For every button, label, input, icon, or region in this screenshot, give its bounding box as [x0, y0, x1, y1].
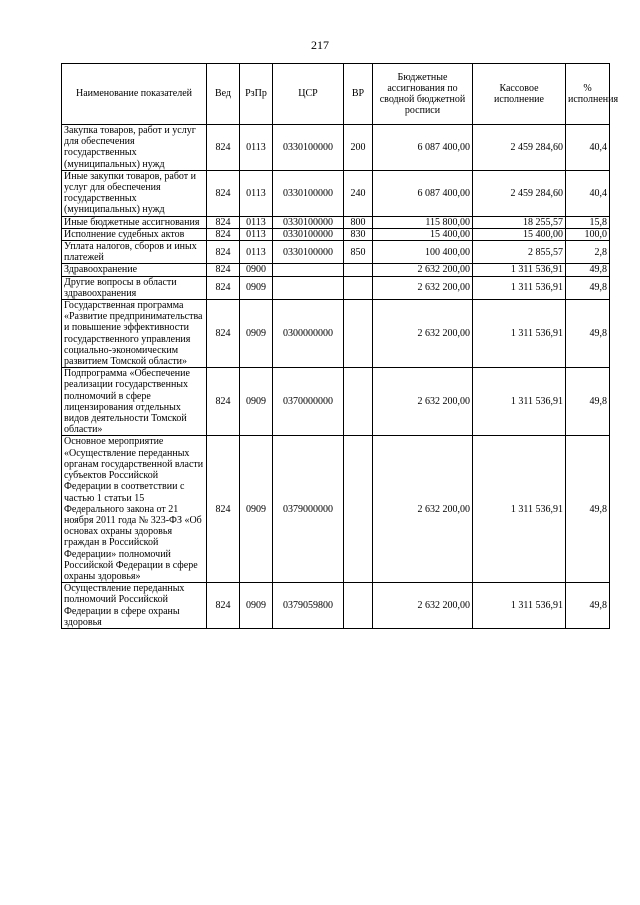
- row-csr: 0379000000: [273, 436, 344, 583]
- row-vr: 830: [344, 228, 373, 240]
- row-cash: 15 400,00: [473, 228, 566, 240]
- row-vr: 850: [344, 241, 373, 264]
- row-percent: 40,4: [566, 125, 610, 171]
- row-ved: 824: [207, 436, 240, 583]
- row-rzpr: 0909: [240, 276, 273, 299]
- row-csr: 0330100000: [273, 241, 344, 264]
- header-budget: Бюджетные ассигнования по сводной бюджетной росписи: [373, 64, 473, 125]
- row-cash: 2 459 284,60: [473, 125, 566, 171]
- header-vr: ВР: [344, 64, 373, 125]
- row-name: Здравоохранение: [62, 264, 207, 276]
- row-percent: 49,8: [566, 264, 610, 276]
- table-row: [62, 300, 610, 368]
- row-name: Государственная программа «Развитие предпринимательства и повышение эффективности государственного управления социально-экономическим развитием Томской области»: [62, 300, 207, 368]
- row-csr: 0330100000: [273, 170, 344, 216]
- row-budget: 115 800,00: [373, 216, 473, 228]
- row-name: Другие вопросы в области здравоохранения: [62, 276, 207, 299]
- row-rzpr: 0909: [240, 368, 273, 436]
- table-row: [62, 170, 610, 216]
- row-budget: 2 632 200,00: [373, 300, 473, 368]
- row-cash: 2 459 284,60: [473, 170, 566, 216]
- row-budget: 2 632 200,00: [373, 264, 473, 276]
- row-name: Закупка товаров, работ и услуг для обеспечения государственных (муниципальных) нужд: [62, 125, 207, 171]
- row-vr: 200: [344, 125, 373, 171]
- row-vr: 800: [344, 216, 373, 228]
- row-cash: 1 311 536,91: [473, 264, 566, 276]
- row-name: Осуществление переданных полномочий Российской Федерации в сфере охраны здоровья: [62, 583, 207, 629]
- row-cash: 1 311 536,91: [473, 368, 566, 436]
- row-percent: 15,8: [566, 216, 610, 228]
- row-percent: 2,8: [566, 241, 610, 264]
- row-cash: 1 311 536,91: [473, 300, 566, 368]
- row-vr: [344, 276, 373, 299]
- row-ved: 824: [207, 300, 240, 368]
- table-row: [62, 216, 610, 228]
- page-number: 217: [311, 38, 329, 52]
- row-cash: 1 311 536,91: [473, 583, 566, 629]
- row-name: Основное мероприятие «Осуществление переданных органам государственной власти субъектов Российской Федерации в соответствии с частью 1 статьи 15 Федерального закона от 21 ноября 2011 года № 323-ФЗ «Об основах охраны здоровья граждан в Российской Федерации» полномочий Российской Федерации в сфере охраны здоровья»: [62, 436, 207, 583]
- row-ved: 824: [207, 216, 240, 228]
- table-row: [62, 583, 610, 629]
- row-vr: [344, 436, 373, 583]
- row-rzpr: 0113: [240, 125, 273, 171]
- row-budget: 15 400,00: [373, 228, 473, 240]
- row-ved: 824: [207, 241, 240, 264]
- row-rzpr: 0909: [240, 583, 273, 629]
- row-csr: 0330100000: [273, 228, 344, 240]
- row-cash: 1 311 536,91: [473, 276, 566, 299]
- row-percent: 49,8: [566, 368, 610, 436]
- row-ved: 824: [207, 583, 240, 629]
- row-name: Иные закупки товаров, работ и услуг для обеспечения государственных (муниципальных) нужд: [62, 170, 207, 216]
- row-percent: 100,0: [566, 228, 610, 240]
- row-ved: 824: [207, 264, 240, 276]
- row-percent: 49,8: [566, 583, 610, 629]
- table-row: [62, 368, 610, 436]
- row-csr: [273, 264, 344, 276]
- row-rzpr: 0909: [240, 300, 273, 368]
- row-csr: 0330100000: [273, 125, 344, 171]
- row-csr: 0379059800: [273, 583, 344, 629]
- row-name: Подпрограмма «Обеспечение реализации государственных полномочий в сфере лицензирования отдельных видов деятельности Томской области»: [62, 368, 207, 436]
- row-budget: 6 087 400,00: [373, 170, 473, 216]
- row-csr: 0370000000: [273, 368, 344, 436]
- header-row: [62, 64, 610, 125]
- header-ved: Вед: [207, 64, 240, 125]
- row-percent: 40,4: [566, 170, 610, 216]
- table-row: [62, 264, 610, 276]
- row-ved: 824: [207, 368, 240, 436]
- row-csr: [273, 276, 344, 299]
- row-name: Уплата налогов, сборов и иных платежей: [62, 241, 207, 264]
- row-name: Исполнение судебных актов: [62, 228, 207, 240]
- row-vr: 240: [344, 170, 373, 216]
- row-cash: 18 255,57: [473, 216, 566, 228]
- row-ved: 824: [207, 125, 240, 171]
- row-name: Иные бюджетные ассигнования: [62, 216, 207, 228]
- row-vr: [344, 368, 373, 436]
- row-rzpr: 0909: [240, 436, 273, 583]
- row-rzpr: 0113: [240, 216, 273, 228]
- row-ved: 824: [207, 276, 240, 299]
- table-row: [62, 276, 610, 299]
- header-cash: Кассовое исполнение: [473, 64, 566, 125]
- row-csr: 0330100000: [273, 216, 344, 228]
- row-rzpr: 0113: [240, 170, 273, 216]
- row-rzpr: 0900: [240, 264, 273, 276]
- row-vr: [344, 583, 373, 629]
- row-percent: 49,8: [566, 300, 610, 368]
- header-name: Наименование показателей: [62, 64, 207, 125]
- row-budget: 2 632 200,00: [373, 276, 473, 299]
- header-csr: ЦСР: [273, 64, 344, 125]
- row-budget: 2 632 200,00: [373, 436, 473, 583]
- table-row: [62, 241, 610, 264]
- table-row: [62, 125, 610, 171]
- row-vr: [344, 264, 373, 276]
- row-cash: 2 855,57: [473, 241, 566, 264]
- budget-table: [61, 63, 619, 629]
- row-rzpr: 0113: [240, 241, 273, 264]
- row-percent: 49,8: [566, 436, 610, 583]
- row-percent: 49,8: [566, 276, 610, 299]
- row-budget: 100 400,00: [373, 241, 473, 264]
- row-budget: 6 087 400,00: [373, 125, 473, 171]
- header-percent: % исполнения: [566, 64, 610, 125]
- table-row: [62, 228, 610, 240]
- row-csr: 0300000000: [273, 300, 344, 368]
- row-budget: 2 632 200,00: [373, 583, 473, 629]
- table-row: [62, 436, 610, 583]
- row-ved: 824: [207, 228, 240, 240]
- header-rzpr: РзПр: [240, 64, 273, 125]
- row-ved: 824: [207, 170, 240, 216]
- row-budget: 2 632 200,00: [373, 368, 473, 436]
- row-vr: [344, 300, 373, 368]
- row-rzpr: 0113: [240, 228, 273, 240]
- row-cash: 1 311 536,91: [473, 436, 566, 583]
